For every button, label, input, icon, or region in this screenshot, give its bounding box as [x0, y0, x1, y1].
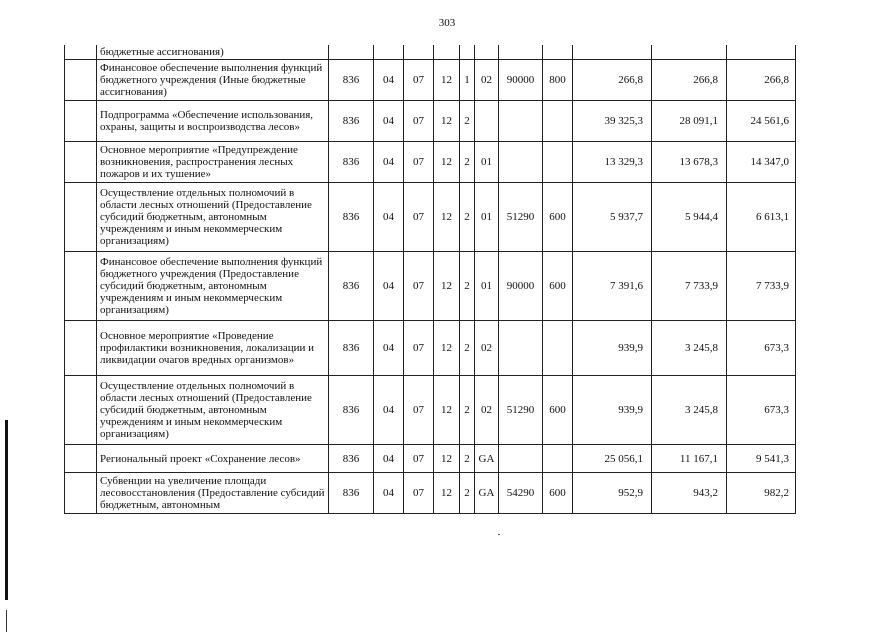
section-code-cell: [374, 45, 404, 60]
expense-type-cell: [543, 101, 573, 142]
expense-type-cell: 800: [543, 60, 573, 101]
section-code-cell: 04: [374, 183, 404, 252]
amount-year1-cell: 952,9: [573, 473, 652, 514]
amount-year3-cell: 266,8: [727, 60, 796, 101]
amount-year3-cell: 7 733,9: [727, 252, 796, 321]
amount-year2-cell: 5 944,4: [652, 183, 727, 252]
section-code-cell: 04: [374, 321, 404, 376]
table-row: [65, 142, 796, 183]
row-name-cell: Основное мероприятие «Проведение профилактики возникновения, локализации и ликвидации очагов вредных организмов»: [97, 321, 329, 376]
subsection-code-cell: 07: [404, 321, 434, 376]
row-name-cell: бюджетные ассигнования): [97, 45, 329, 60]
direction-code-cell: [499, 45, 543, 60]
table-row: [65, 183, 796, 252]
table-row: [65, 473, 796, 514]
program-code-cell: 12: [434, 142, 460, 183]
amount-year3-cell: 673,3: [727, 321, 796, 376]
expense-type-cell: 600: [543, 183, 573, 252]
amount-year2-cell: [652, 45, 727, 60]
subsection-code-cell: 07: [404, 445, 434, 473]
ministry-code-cell: 836: [329, 60, 374, 101]
ministry-code-cell: 836: [329, 376, 374, 445]
row-lead-cell: [65, 376, 97, 445]
amount-year3-cell: 9 541,3: [727, 445, 796, 473]
subprogram-code-cell: [460, 45, 475, 60]
row-lead-cell: [65, 142, 97, 183]
amount-year2-cell: 3 245,8: [652, 321, 727, 376]
table-row: [65, 376, 796, 445]
subsection-code-cell: 07: [404, 376, 434, 445]
row-name-cell: Субвенции на увеличение площади лесовосстановления (Предоставление субсидий бюджетным, автономным: [97, 473, 329, 514]
row-lead-cell: [65, 60, 97, 101]
direction-code-cell: [499, 142, 543, 183]
amount-year2-cell: 11 167,1: [652, 445, 727, 473]
section-code-cell: 04: [374, 142, 404, 183]
direction-code-cell: 54290: [499, 473, 543, 514]
event-code-cell: 01: [475, 183, 499, 252]
amount-year1-cell: 39 325,3: [573, 101, 652, 142]
subsection-code-cell: 07: [404, 101, 434, 142]
row-name-cell: Основное мероприятие «Предупреждение возникновения, распространения лесных пожаров и их тушение»: [97, 142, 329, 183]
expense-type-cell: 600: [543, 376, 573, 445]
program-code-cell: 12: [434, 60, 460, 101]
row-name-cell: Подпрограмма «Обеспечение использования, охраны, защиты и воспроизводства лесов»: [97, 101, 329, 142]
program-code-cell: 12: [434, 376, 460, 445]
program-code-cell: 12: [434, 473, 460, 514]
subsection-code-cell: 07: [404, 183, 434, 252]
event-code-cell: [475, 45, 499, 60]
event-code-cell: GA: [475, 445, 499, 473]
amount-year3-cell: 673,3: [727, 376, 796, 445]
event-code-cell: 02: [475, 60, 499, 101]
amount-year2-cell: 7 733,9: [652, 252, 727, 321]
subprogram-code-cell: 2: [460, 142, 475, 183]
row-lead-cell: [65, 252, 97, 321]
row-name-cell: Финансовое обеспечение выполнения функций бюджетного учреждения (Предоставление субсидий бюджетным, автономным учреждениям и иным некоммерческим организациям): [97, 252, 329, 321]
event-code-cell: GA: [475, 473, 499, 514]
expense-type-cell: 600: [543, 252, 573, 321]
row-lead-cell: [65, 445, 97, 473]
ministry-code-cell: 836: [329, 473, 374, 514]
amount-year1-cell: 13 329,3: [573, 142, 652, 183]
direction-code-cell: 51290: [499, 376, 543, 445]
expense-type-cell: [543, 142, 573, 183]
amount-year3-cell: 24 561,6: [727, 101, 796, 142]
subsection-code-cell: 07: [404, 473, 434, 514]
subprogram-code-cell: 2: [460, 321, 475, 376]
direction-code-cell: [499, 445, 543, 473]
table-row: [65, 45, 796, 60]
amount-year1-cell: 5 937,7: [573, 183, 652, 252]
event-code-cell: 02: [475, 321, 499, 376]
page-number: 303: [438, 17, 456, 29]
subprogram-code-cell: 2: [460, 376, 475, 445]
row-lead-cell: [65, 101, 97, 142]
ministry-code-cell: [329, 45, 374, 60]
section-code-cell: 04: [374, 252, 404, 321]
amount-year2-cell: 13 678,3: [652, 142, 727, 183]
table-row: [65, 101, 796, 142]
direction-code-cell: 51290: [499, 183, 543, 252]
subsection-code-cell: [404, 45, 434, 60]
subprogram-code-cell: 2: [460, 252, 475, 321]
program-code-cell: 12: [434, 252, 460, 321]
row-lead-cell: [65, 45, 97, 60]
event-code-cell: 01: [475, 252, 499, 321]
amount-year1-cell: [573, 45, 652, 60]
row-name-cell: Региональный проект «Сохранение лесов»: [97, 445, 329, 473]
section-code-cell: 04: [374, 473, 404, 514]
table-row: [65, 60, 796, 101]
program-code-cell: [434, 45, 460, 60]
program-code-cell: 12: [434, 445, 460, 473]
program-code-cell: 12: [434, 183, 460, 252]
event-code-cell: 01: [475, 142, 499, 183]
amount-year2-cell: 28 091,1: [652, 101, 727, 142]
subprogram-code-cell: 2: [460, 101, 475, 142]
direction-code-cell: 90000: [499, 60, 543, 101]
section-code-cell: 04: [374, 376, 404, 445]
ministry-code-cell: 836: [329, 183, 374, 252]
row-lead-cell: [65, 183, 97, 252]
table-row: [65, 445, 796, 473]
table-row: [65, 252, 796, 321]
event-code-cell: 02: [475, 376, 499, 445]
direction-code-cell: 90000: [499, 252, 543, 321]
section-code-cell: 04: [374, 60, 404, 101]
ministry-code-cell: 836: [329, 142, 374, 183]
expense-type-cell: [543, 445, 573, 473]
ministry-code-cell: 836: [329, 321, 374, 376]
direction-code-cell: [499, 321, 543, 376]
amount-year3-cell: [727, 45, 796, 60]
row-name-cell: Осуществление отдельных полномочий в области лесных отношений (Предоставление субсидий бюджетным, автономным учреждениям и иным некоммерческим организациям): [97, 376, 329, 445]
subprogram-code-cell: 2: [460, 473, 475, 514]
section-code-cell: 04: [374, 101, 404, 142]
ministry-code-cell: 836: [329, 101, 374, 142]
expense-type-cell: [543, 45, 573, 60]
amount-year1-cell: 266,8: [573, 60, 652, 101]
expense-type-cell: [543, 321, 573, 376]
section-code-cell: 04: [374, 445, 404, 473]
program-code-cell: 12: [434, 321, 460, 376]
margin-scan-mark: [5, 420, 8, 600]
amount-year3-cell: 14 347,0: [727, 142, 796, 183]
amount-year3-cell: 6 613,1: [727, 183, 796, 252]
amount-year1-cell: 939,9: [573, 376, 652, 445]
table-row: [65, 321, 796, 376]
amount-year1-cell: 939,9: [573, 321, 652, 376]
row-lead-cell: [65, 321, 97, 376]
row-lead-cell: [65, 473, 97, 514]
direction-code-cell: [499, 101, 543, 142]
amount-year1-cell: 7 391,6: [573, 252, 652, 321]
amount-year2-cell: 943,2: [652, 473, 727, 514]
event-code-cell: [475, 101, 499, 142]
ministry-code-cell: 836: [329, 252, 374, 321]
scan-speck: [498, 534, 500, 535]
subprogram-code-cell: 1: [460, 60, 475, 101]
margin-scan-mark-small: [6, 610, 7, 632]
amount-year2-cell: 266,8: [652, 60, 727, 101]
subprogram-code-cell: 2: [460, 183, 475, 252]
row-name-cell: Финансовое обеспечение выполнения функций бюджетного учреждения (Иные бюджетные ассигнования): [97, 60, 329, 101]
subprogram-code-cell: 2: [460, 445, 475, 473]
amount-year1-cell: 25 056,1: [573, 445, 652, 473]
row-name-cell: Осуществление отдельных полномочий в области лесных отношений (Предоставление субсидий бюджетным, автономным учреждениям и иным некоммерческим организациям): [97, 183, 329, 252]
amount-year2-cell: 3 245,8: [652, 376, 727, 445]
table-body: [65, 45, 796, 514]
program-code-cell: 12: [434, 101, 460, 142]
expense-type-cell: 600: [543, 473, 573, 514]
ministry-code-cell: 836: [329, 445, 374, 473]
budget-table: [64, 45, 796, 514]
subsection-code-cell: 07: [404, 252, 434, 321]
subsection-code-cell: 07: [404, 60, 434, 101]
subsection-code-cell: 07: [404, 142, 434, 183]
amount-year3-cell: 982,2: [727, 473, 796, 514]
